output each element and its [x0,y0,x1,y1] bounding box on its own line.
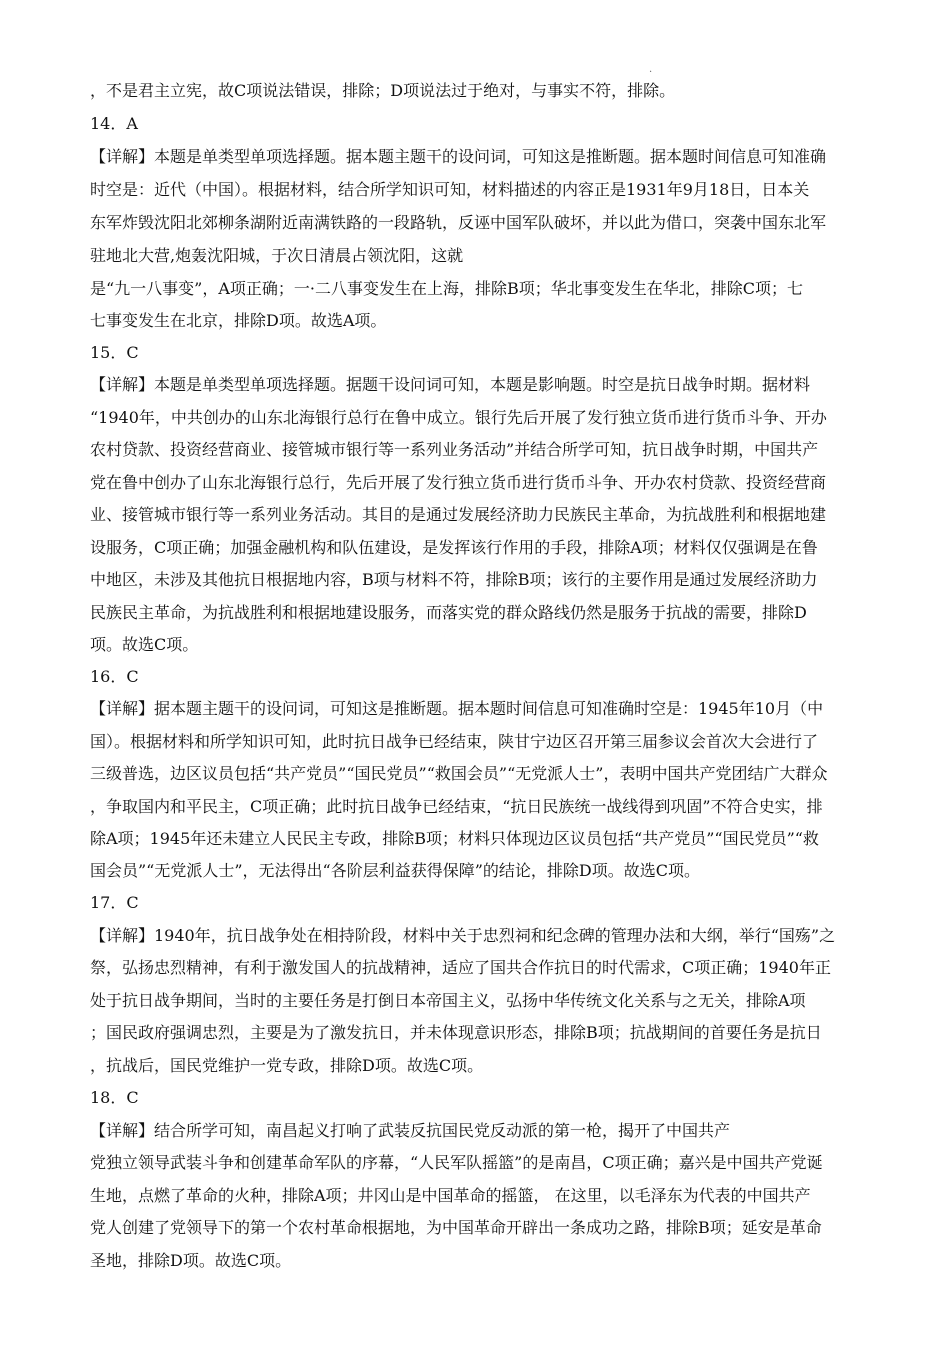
text-line: 圣地，排除D项。故选C项。 [90,1251,292,1270]
text-line: 党独立领导武装斗争和创建革命军队的序幕，“人民军队摇篮”的是南昌，C项正确；嘉兴是中国共产党诞 [90,1153,823,1172]
text-line: 时空是：近代（中国）。根据材料，结合所学知识可知，材料描述的内容正是1931年9月18日，日本关 [90,180,810,199]
text-line: 项。故选C项。 [90,635,199,654]
text-line: 【详解】1940年，抗日战争处在相持阶段，材料中关于忠烈祠和纪念碑的管理办法和大纲，举行“国殇”之 [90,926,836,945]
text-line: 是“九一八事变”，A项正确；一·二八事变发生在上海，排除B项；华北事变发生在华北，排除C项；七 [90,279,804,298]
text-line: 党人创建了党领导下的第一个农村革命根据地，为中国革命开辟出一条成功之路，排除B项；延安是革命 [90,1218,822,1237]
text-line: 业、接管城市银行等一系列业务活动。其目的是通过发展经济助力民族民主革命，为抗战胜利和根据地建 [90,505,827,524]
text-line: 民族民主革命，为抗战胜利和根据地建设服务，而落实党的群众路线仍然是服务于抗战的需要，排除D [90,603,807,622]
text-line: ，争取国内和平民主，C项正确；此时抗日战争已经结束，“抗日民族统一战线得到巩固”不符合史实，排 [90,797,823,816]
text-line: 【详解】本题是单类型单项选择题。据本题主题干的设问词，可知这是推断题。据本题时间信息可知准确 [90,147,827,166]
question-number-16: 16．C [90,667,139,686]
text-line: 国会员”“无党派人士”，无法得出“各阶层利益获得保障”的结论，排除D项。故选C项。 [90,861,700,880]
text-line: 中地区，未涉及其他抗日根据地内容，B项与材料不符，排除B项；该行的主要作用是通过发展经济助力 [90,570,818,589]
text-line: 国）。根据材料和所学知识可知，此时抗日战争已经结束，陕甘宁边区召开第三届参议会首次大会进行了 [90,732,819,751]
text-line: 除A项；1945年还未建立人民民主专政，排除B项；材料只体现边区议员包括“共产党员”“国民党员”“救 [90,829,819,848]
text-line: 祭，弘扬忠烈精神，有利于激发国人的抗战精神，适应了国共合作抗日的时代需求，C项正确；1940年正 [90,958,831,977]
text-line: 【详解】本题是单类型单项选择题。据题干设问词可知，本题是影响题。时空是抗日战争时期。据材料 [90,375,811,394]
text-line: ；国民政府强调忠烈，主要是为了激发抗日，并未体现意识形态，排除B项；抗战期间的首要任务是抗日 [90,1023,822,1042]
text-line: 七事变发生在北京，排除D项。故选A项。 [90,311,387,330]
question-number-17: 17．C [90,893,139,912]
question-number-18: 18．C [90,1088,139,1107]
header-dot: . [649,64,653,75]
text-line: 【详解】结合所学可知，南昌起义打响了武装反抗国民党反动派的第一枪，揭开了中国共产 [90,1121,731,1140]
text-line: 党在鲁中创办了山东北海银行总行，先后开展了发行独立货币进行货币斗争、开办农村贷款、投资经营商 [90,473,827,492]
text-line: 三级普选，边区议员包括“共产党员”“国民党员”“救国会员”“无党派人士”，表明中国共产党团结广大群众 [90,764,828,783]
text-line: 【详解】据本题主题干的设问词，可知这是推断题。据本题时间信息可知准确时空是：1945年10月（中 [90,699,824,718]
text-line: 驻地北大营,炮轰沈阳城，于次日清晨占领沈阳，这就 [90,246,464,265]
text-line: 处于抗日战争期间，当时的主要任务是打倒日本帝国主义，弘扬中华传统文化关系与之无关，排除A项 [90,991,806,1010]
question-number-14: 14．A [90,114,138,133]
text-line: ，不是君主立宪，故C项说法错误，排除；D项说法过于绝对，与事实不符，排除。 [90,81,676,100]
text-line: “1940年，中共创办的山东北海银行总行在鲁中成立。银行先后开展了发行独立货币进行货币斗争、开办 [90,408,827,427]
text-line: 农村贷款、投资经营商业、接管城市银行等一系列业务活动”并结合所学可知，抗日战争时期，中国共产 [90,440,819,459]
question-number-15: 15．C [90,343,139,362]
text-line: 设服务，C项正确；加强金融机构和队伍建设，是发挥该行作用的手段，排除A项；材料仅仅强调是在鲁 [90,538,818,557]
text-line: ，抗战后，国民党维护一党专政，排除D项。故选C项。 [90,1056,484,1075]
text-line: 东军炸毁沈阳北郊柳条湖附近南满铁路的一段路轨，反诬中国军队破坏，并以此为借口，突袭中国东北军 [90,213,827,232]
text-line: 生地，点燃了革命的火种，排除A项；井冈山是中国革命的摇篮， 在这里，以毛泽东为代表的中国共产 [90,1186,811,1205]
